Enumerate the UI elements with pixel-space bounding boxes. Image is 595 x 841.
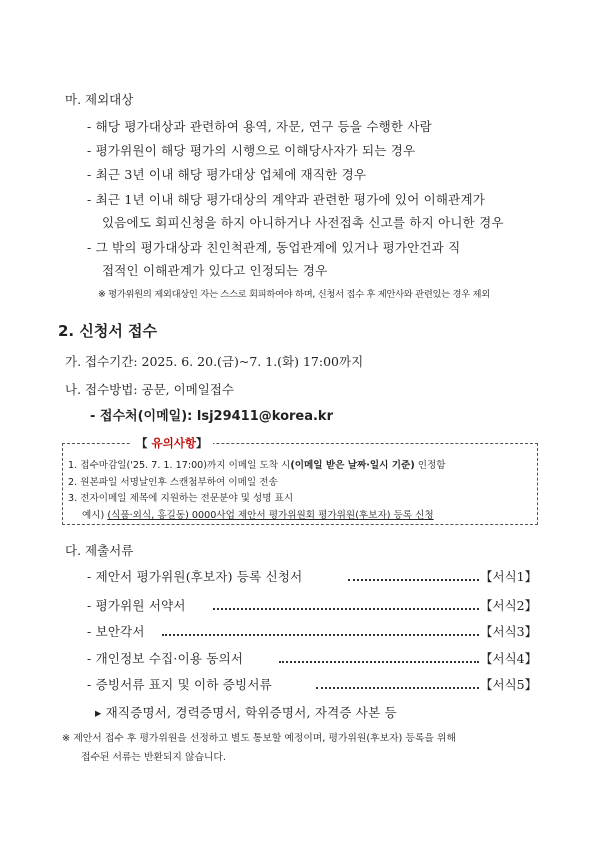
exclusion-item-continued: 접적인 이해관계가 있다고 인정되는 경우 — [102, 263, 328, 278]
exclusion-item: - 평가위원이 해당 평가의 시행으로 이해당사자가 되는 경우 — [87, 143, 416, 158]
notice-line-1-emphasis: (이메일 받은 날짜·일시 기준) — [290, 460, 415, 471]
notice-line-3: 3. 전자이메일 제목에 지원하는 전문분야 및 성명 표시 — [68, 493, 294, 504]
leader-dots — [162, 634, 479, 636]
notice-bracket-open: 【 — [136, 436, 152, 450]
exclusion-item: - 최근 3년 이내 해당 평가대상 업체에 재직한 경우 — [87, 167, 367, 182]
exclusion-heading: 마. 제외대상 — [65, 92, 134, 107]
leader-dots — [279, 661, 479, 663]
notice-line-1 — [68, 457, 446, 471]
form-reference: 【서식1】 — [480, 569, 538, 584]
leader-dots — [316, 687, 479, 689]
document-item: - 평가위원 서약서 — [87, 598, 186, 613]
document-sub-item: ▸ 재직증명서, 경력증명서, 학위증명서, 자격증 사본 등 — [95, 705, 397, 720]
form-reference: 【서식2】 — [480, 598, 538, 613]
exclusion-item: - 해당 평가대상과 관련하여 용역, 자문, 연구 등을 수행한 사람 — [87, 119, 432, 134]
application-period: 가. 접수기간: 2025. 6. 20.(금)~7. 1.(화) 17:00까지 — [65, 354, 364, 369]
form-reference: 【서식4】 — [480, 651, 538, 666]
leader-dots — [348, 579, 479, 581]
notice-example-prefix: 예시) — [82, 510, 108, 521]
section-title: 2. 신청서 접수 — [58, 322, 158, 340]
leader-dots — [213, 608, 479, 610]
exclusion-note: ※ 평가위원의 제외대상인 자는 스스로 회피하여야 하며, 신청서 접수 후 제안사와 관련있는 경우 제외 — [98, 289, 490, 300]
exclusion-item: - 최근 1년 이내 해당 평가대상의 계약과 관련한 평가에 있어 이해관계가 — [87, 192, 486, 207]
email-address[interactable]: lsj29411@korea.kr — [196, 409, 333, 424]
document-item: - 증빙서류 표지 및 이하 증빙서류 — [87, 677, 272, 692]
exclusion-item: - 그 밖의 평가대상과 친인척관계, 동업관계에 있거나 평가안건과 직 — [87, 240, 461, 255]
email-line — [90, 405, 333, 424]
notice-line-2: 2. 원본파일 서명날인후 스캔첨부하여 이메일 전송 — [68, 477, 278, 488]
form-reference: 【서식5】 — [480, 677, 538, 692]
notice-title — [130, 435, 213, 451]
notice-title-text: 유의사항 — [151, 436, 196, 450]
document-item: - 제안서 평가위원(후보자) 등록 신청서 — [87, 569, 303, 584]
documents-footnote-line-1: ※ 제안서 접수 후 평가위원을 선정하고 별도 통보할 예정이며, 평가위원(후보자) 등록을 위해 — [62, 733, 456, 744]
document-item: - 보안각서 — [87, 624, 145, 639]
notice-line-4 — [82, 507, 434, 521]
exclusion-item-continued: 있음에도 회피신청을 하지 아니하거나 사전접촉 신고를 하지 아니한 경우 — [102, 215, 504, 230]
email-label: - 접수처(이메일): — [90, 409, 197, 424]
notice-line-1-end: 인정함 — [414, 460, 446, 471]
documents-footnote-line-2: 접수된 서류는 반환되지 않습니다. — [81, 752, 226, 763]
notice-example-text: (식품·외식, 홍길동) 0000사업 제안서 평가위원회 평가위원(후보자) 등록 신청 — [107, 510, 434, 521]
application-method: 나. 접수방법: 공문, 이메일접수 — [65, 382, 234, 397]
document-item: - 개인정보 수집·이용 동의서 — [87, 651, 244, 666]
notice-line-1-text: 1. 접수마감일('25. 7. 1. 17:00)까지 이메일 도착 시 — [68, 460, 291, 471]
notice-bracket-close: 】 — [195, 436, 208, 450]
documents-heading: 다. 제출서류 — [65, 543, 134, 558]
form-reference: 【서식3】 — [480, 624, 538, 639]
